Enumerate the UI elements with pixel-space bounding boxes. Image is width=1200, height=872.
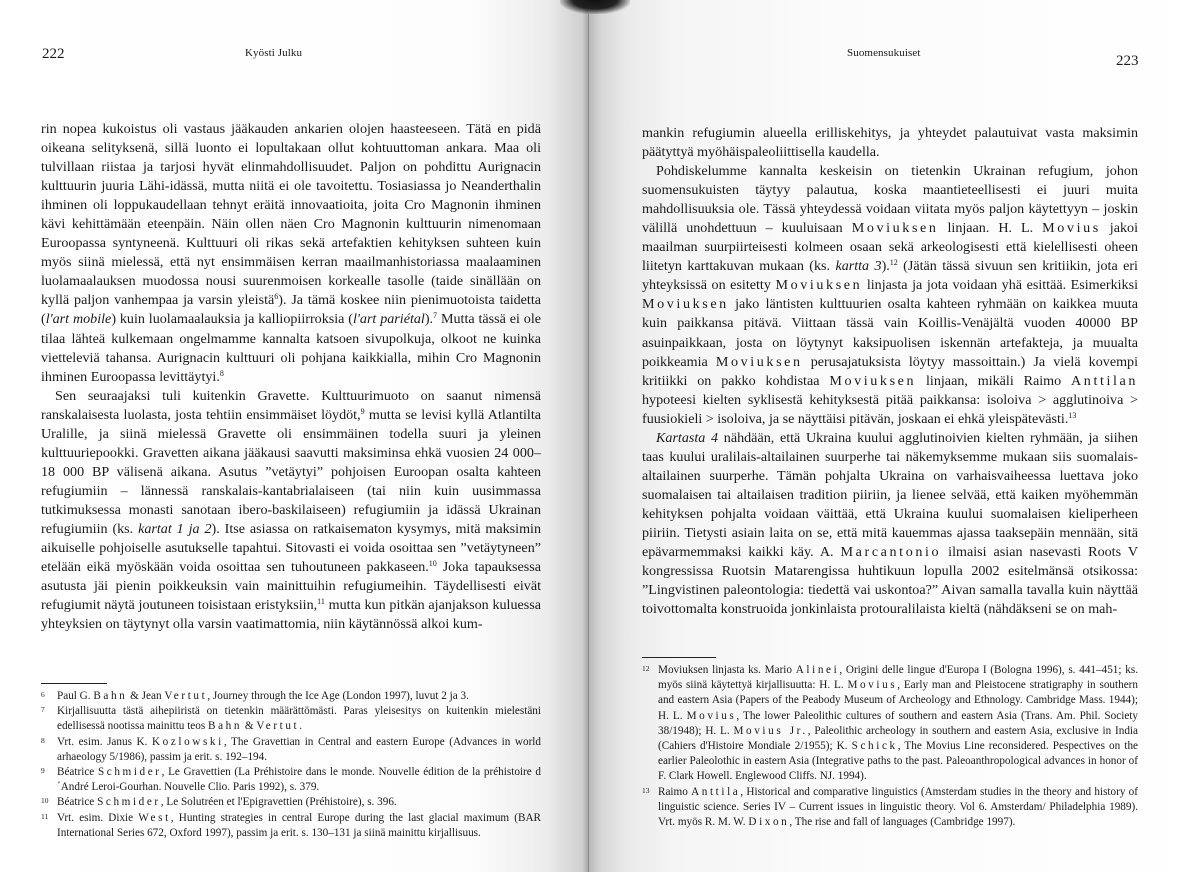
paragraph: mankin refugiumin alueella erilliskehitys, ja yhteydet palautuivat vasta maksimin päätyttyä myöhäispaleoliittisella kaudella.: [642, 125, 1138, 161]
footnote-6: 6 Paul G. Bahn & Jean Vertut, Journey through the Ice Age (London 1997), luvut 2 ja 3.: [41, 690, 469, 702]
body-text-right: [642, 124, 1138, 619]
page-number-right: 223: [1116, 53, 1139, 69]
left-page: [0, 0, 588, 872]
footnote-11: 11 Vrt. esim. Dixie West, Hunting strategies in central Europe during the last glacial maximum (BAR International Series 672, Oxford 1997), passim ja erit. s. 130–131 ja siinä mainittu kirjallisuus.: [41, 811, 541, 839]
footnote-rule-right: [642, 657, 716, 658]
running-head-right: Suomensukuiset: [847, 47, 921, 59]
footnote-10: 10 Béatrice Schmider, Le Solutréen et l'Epigravettien (Préhistoire), s. 396.: [41, 796, 397, 809]
footnote-9: 9 Béatrice Schmider, Le Gravettien (La Préhistoire dans le monde. Nouvelle édition de la préhistoire d´André Leroi-Gourhan. Nouvelle Clio. Paris 1992), s. 379.: [41, 766, 541, 794]
paragraph: Kartasta 4 nähdään, että Ukraina kuului agglutinoivien kielten ryhmään, ja siihen taas kuului uralilais-altailainen suurperhe tai näkemyksemme mukaan siis suomalais-altailainen suurperhe. Tämän pohjalta Ukraina on varhaisvaiheessa luettava joko suomalaisen tai altailaisen tradition piiriin, ja lienee selvää, että kaiken myöhemmän kehityksen pohjalta voidaan väittää, että Ukraina kuului suomalaisen kieliperheen piiriin. Tietysti asiain laita on se, että mitä kauemmas ajassa taaksepäin mennään, sitä epävarmemmaksi kaikki käy. A. Marcantonio ilmaisi asian nasevasti Roots V kongressissa Ruotsin Matarengissa huhtikuun lopulla 2002 esitelmänsä otsikossa: ”Lingvistinen paleontologia: tiedettä vai uskontoa?” Aivan samalla tavalla kuin näyttää toivottomalta konstruoida jonkinlaista protouralilaista kieltä (nähdäkseni se on mah-: [642, 429, 1139, 618]
footnote-rule-left: [41, 683, 107, 684]
footnote-12: 12 Moviuksen linjasta ks. Mario Alinei, Origini delle lingue d'Europa I (Bologna 1996), s. 441–451; ks. myös siinä käytettyä kirjallisuutta: H. L. Movius, Early man and Pleistocene stratigraphy in southern and eastern Asia (Papers of the Peabody Museum of Archeology and Ethnology. Cambridge Mass. 1944); H. L. Movius, The lower Paleolithic cultures of southern and eastern Asia (Trans. Am. Phil. Society 38/1948); H. L. Movius Jr., Paleolithic archeology in southern and eastern Asia, exclusive in India (Cahiers d'Histoire Mondiale 2/1955); K. Schick, The Movius Line reconsidered. Pespectives on the earlier Paleolothic in eastern Asia (Integrative paths to the past. Paleoanthropological advances in honor of F. Clark Howell. Englewood Cliffs. NJ. 1994).: [642, 664, 1139, 783]
page-number-left: 222: [42, 46, 65, 62]
right-page: [588, 0, 1200, 872]
footnote-8: 8 Vrt. esim. Janus K. Kozlowski, The Gravettian in Central and eastern Europe (Advances in world arhaeology 5/1986), passim ja erit. s. 192–194.: [41, 735, 542, 763]
footnote-13: 13 Raimo Anttila, Historical and comparative linguistics (Amsterdam studies in the theory and history of linguistic science. Series IV – Current issues in linguistic theory. Vol 6. Amsterdam/ Philadelphia 1989). Vrt. myös R. M. W. Dixon, The rise and fall of languages (Cambridge 1997).: [642, 785, 1138, 829]
paragraph: rin nopea kukoistus oli vastaus jääkauden ankarien olojen haasteeseen. Tätä en pidä oikeana selityksenä, sillä luonto ei lopultakaan ollut kohtuuttoman ankara. Maa oli tulvillaan riistaa ja tarjosi hyvät elinmahdollisuudet. Paljon on pohdittu Aurignacin kulttuurin juuria Lähi-idässä, mutta niitä ei ole tavoitettu. Tosiasiassa jo Neanderthalin ihminen oli loppukaudellaan tehnyt eräitä innovaatioita, joita Cro Magnonin ihminen kävi kehittämään eteenpäin. Näin ollen näen Cro Magnonin kulttuurin nimenomaan Euroopassa syntyneenä. Kulttuuri oli rikas sekä artefaktien kehityksen suhteen kuin myös siinä mielessä, että nyt ensimmäisen kerran maailmanhistoriassa maalaaminen luolamaalauksen muodossa nousi suurenmoisen korkealle tasolle (taide sinällään on kyllä paljon vanhempaa ja varsin yleistä$^6$). Ja tämä koskee niin pienimuotoista taidetta (l'art mobile) kuin luolamaalauksia ja kalliopiirroksia (l'art pariétal).$^7$ Mutta tässä ei ole tilaa lähteä kulkemaan ongelmamme kannalta katsoen sivupolkuja, olkoot ne kuinka vietteleviä tahansa. Aurignacin kulttuuri oli pohjana kaikkialla, mihin Cro Magnonin ihminen Euroopassa levittäytyi.$^8$: [41, 121, 542, 385]
body-text-left: [41, 120, 541, 634]
book-spine-shadow: [560, 0, 630, 14]
footnotes-left: [41, 689, 541, 841]
footnotes-right: [642, 663, 1138, 830]
running-head-left: Kyösti Julku: [245, 47, 303, 59]
book-gutter: [588, 14, 589, 872]
paragraph: Sen seuraajaksi tuli kuitenkin Gravette. Kulttuurimuoto on saanut nimensä ranskalaisesta luolasta, josta tehtiin ensimmäiset löydöt,$^9$ mutta se levisi kyllä Atlantilta Uralille, ja siinä mielessä Gravette oli ensimmäinen todella suuri ja yleinen kulttuuriepookki. Gravetten aikana jääkausi saavutti maksiminsa ehkä vuosien 24 000–18 000 BP välisenä aikana. Asutus ”vetäytyi” pohjoisen Euroopan osalta kahteen refugiumiin – lännessä ranskalais-kantabrialaiseen (tai niin kuin uusimmassa tutkimuksessa monasti sanotaan ibero-baskilaiseen) refugiumiin ja idässä Ukrainan refugiumiin (ks. kartat 1 ja 2). Itse asiassa on ratkaisematon kysymys, mitä maksimin aikuiselle pohjoiselle asutukselle tapahtui. Sitovasti ei voida osoittaa sen ”vetäytyneen” etelään eikä myöskään voida osoittaa sen tuhoutuneen pakkaseen.$^{10}$ Joka tapauksessa asutusta jäi pienin poikkeuksin vain mainittuihin refugiumeihin. Täydellisesti eivät refugiumit näytä joutuneen toisistaan eristyksiin,$^{11}$ mutta kun pitkän ajanjakson kuluessa yhteyksien on täytynyt olla varsin vaatimattomia, niin käytännössä alkoi kum-: [41, 387, 542, 633]
footnote-7: 7 Kirjallisuutta tästä aihepiiristä on tietenkin määrättömästi. Paras yleisesitys on kuitenkin mielestäni edellisessä nootissa mainittu teos Bahn & Vertut.: [41, 705, 541, 733]
paragraph: Pohdiskelumme kannalta keskeisin on tietenkin Ukrainan refugium, johon suomensukuisten täytyy palautua, koska maantieteellisesti ei juuri muita mahdollisuuksia ole. Tässä yhteydessä voidaan viitata myös paljon käytettyyn – joskin välillä unohdettuun – kuuluisaan Moviuksen linjaan. H. L. Movius jakoi maailman suurpiirteisesti kolmeen osaan sekä arkeologisesti että kielellisesti oheen liitetyn karttakuvan mukaan (ks. kartta 3).$^{12}$ (Jätän tässä sivuun sen kritiikin, jota eri yhteyksissä on esitetty Moviuksen linjasta ja jota voidaan yhä esittää. Esimerkiksi Moviuksen jako läntisten kulttuurien osalta kahteen ryhmään on kaikkea muuta kuin paikkansa pitävä. Viittaan tässä vain Koillis-Venäjältä vuoden 40000 BP asuinpaikkaan, josta on löytynyt kaksipuolisen iskennän artefakteja, ja muualta poikkeamia Moviuksen perusajatuksista löytyy massoittain.) Ja vielä kovempi kritiikki on pakko kohdistaa Moviuksen linjaan, mikäli Raimo Anttilan hypoteesi kielten syklisestä kehityksestä pitää paikkansa: isoloiva > agglutinoiva > fuusiokieli > isoloiva, ja se näyttäisi pitävän, joskaan ei ehkä yleispätevästi.$^{13}$: [642, 163, 1139, 427]
